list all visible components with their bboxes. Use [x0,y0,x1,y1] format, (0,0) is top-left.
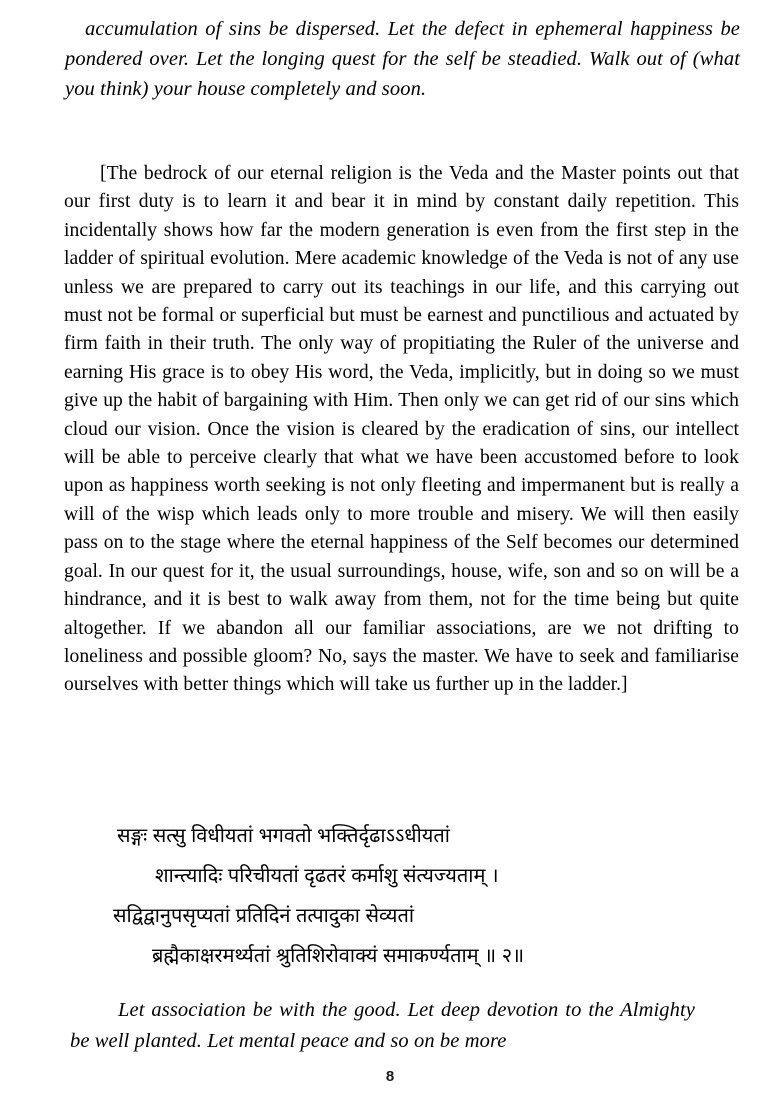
sanskrit-verse-line-4: ब्रह्मैकाक्षरमर्थ्यतां श्रुतिशिरोवाक्यं समाकर्ण्यताम् ॥ २॥ [152,945,525,967]
closing-translation-paragraph: Let association be with the good. Let deep devotion to the Almighty be well planted. Let mental peace and so on be more [70,999,695,1052]
sanskrit-verse-line-1: सङ्गः सत्सु विधीयतां भगवतो भक्तिर्दृढाऽऽधीयतां [117,825,450,847]
page-number: 8 [385,1068,395,1085]
sanskrit-verse-block [64,816,739,976]
commentary-paragraph: [The bedrock of our eternal religion is the Veda and the Master points out that our first duty is to learn it and bear it in mind by constant daily repetition. This incidentally shows how far the modern generation is even from the first step in the ladder of spiritual evolution. Mere academic knowledge of the Veda is not of any use unless we are prepared to carry out its teachings in our life, and this carrying out must not be formal or superficial but must be earnest and punctilious and actuated by firm faith in their truth. The only way of propitiating the Ruler of the universe and earning His grace is to obey His word, the Veda, implicitly, but in doing so we must give up the habit of bargaining with Him. Then only we can get rid of our sins which cloud our vision. Once the vision is cleared by the eradication of sins, our intellect will be able to perceive clearly that what we have been accustomed before to look upon as happiness worth seeking is not only fleeting and impermanent but is really a will of the wisp which leads only to more trouble and misery. We will then easily pass on to the stage where the eternal happiness of the Self becomes our determined goal. In our quest for it, the usual surroundings, house, wife, son and so on will be a hindrance, and it is best to walk away from them, not for the time being but quite altogether. If we abandon all our familiar associations, are we not drifting to loneliness and possible gloom? No, says the master. We have to seek and familiarise ourselves with better things which will take us further up in the ladder.] [64,163,739,696]
sanskrit-verse-line-3: सद्विद्वानुपसृप्यतां प्रतिदिनं तत्पादुका सेव्यतां [113,905,415,927]
sanskrit-verse-line-2: शान्त्यादिः परिचीयतां दृढतरं कर्माशु संत्यज्यताम् । [155,865,499,887]
opening-translation-paragraph: accumulation of sins be dispersed. Let the defect in ephemeral happiness be pondered over. Let the longing quest for the self be steadied. Walk out of (what you think) your house completely and soon. [65,18,740,100]
